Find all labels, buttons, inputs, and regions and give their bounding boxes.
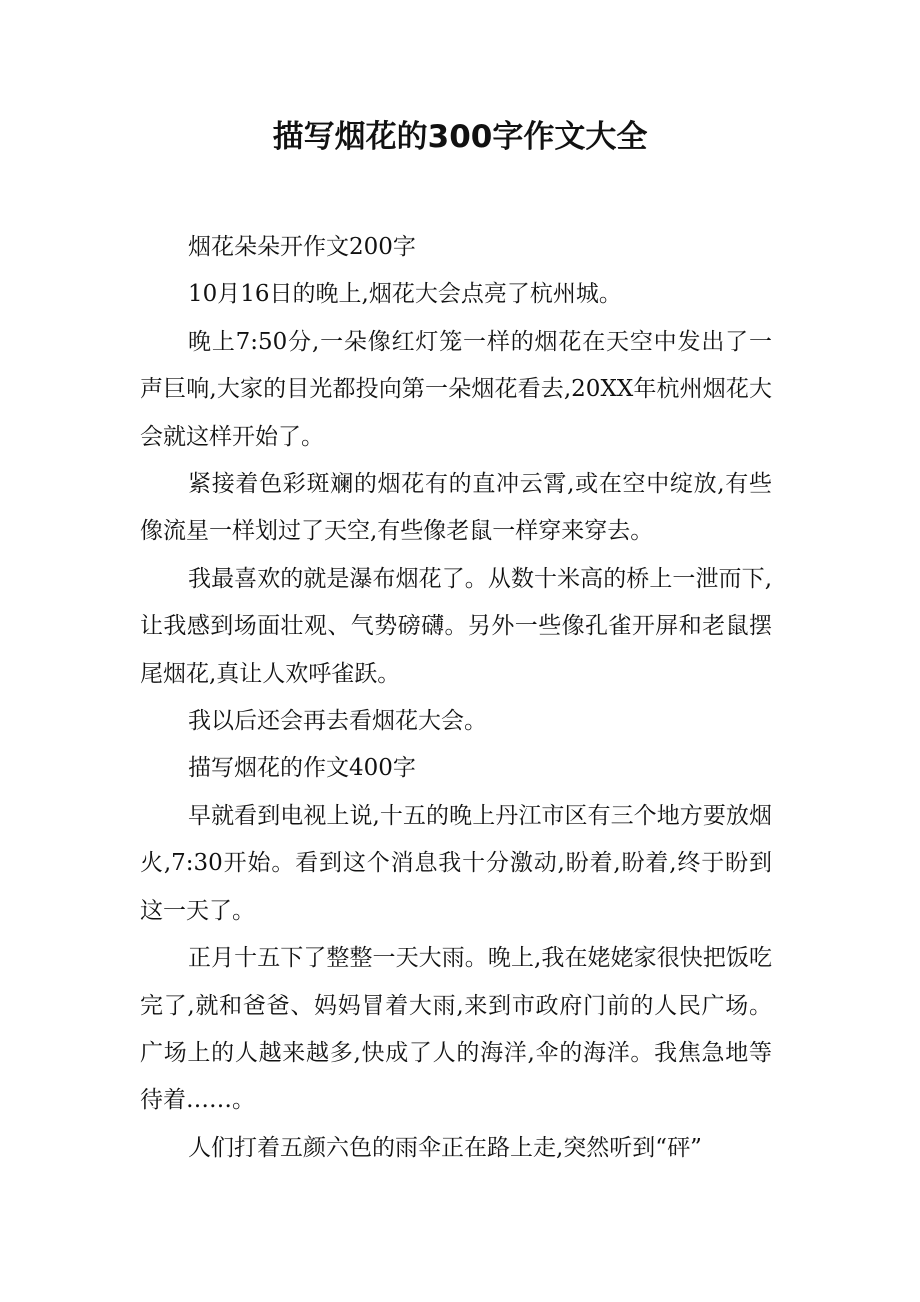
paragraph: 我最喜欢的就是瀑布烟花了。从数十米高的桥上一泄而下,让我感到场面壮观、气势磅礴。另外一些像孔雀开屏和老鼠摆尾烟花,真让人欢呼雀跃。 [140,565,772,687]
paragraph: 正月十五下了整整一天大雨。晚上,我在姥姥家很快把饭吃完了,就和爸爸、妈妈冒着大雨,来到市政府门前的人民广场。广场上的人越来越多,快成了人的海洋,伞的海洋。我焦急地等待着……。 [140,945,772,1114]
paragraph: 人们打着五颜六色的雨伞正在路上走,突然听到“砰” [188,1134,702,1161]
paragraph-subheading-1: 烟花朵朵开作文200字 [188,234,416,260]
document-body [140,224,772,1172]
paragraph: 早就看到电视上说,十五的晚上丹江市区有三个地方要放烟火,7:30开始。看到这个消息我十分激动,盼着,盼着,终于盼到这一天了。 [140,802,772,924]
paragraph: 我以后还会再去看烟花大会。 [188,708,487,735]
paragraph: 晚上7:50分,一朵像红灯笼一样的烟花在天空中发出了一声巨响,大家的目光都投向第一朵烟花看去,20XX年杭州烟花大会就这样开始了。 [140,328,772,450]
paragraph-subheading-2: 描写烟花的作文400字 [188,755,416,782]
document-title: 描写烟花的300字作文大全 [272,119,648,155]
paragraph: 紧接着色彩斑斓的烟花有的直冲云霄,或在空中绽放,有些像流星一样划过了天空,有些像老鼠一样穿来穿去。 [140,471,772,545]
paragraph: 10月16日的晚上,烟花大会点亮了杭州城。 [188,281,622,308]
